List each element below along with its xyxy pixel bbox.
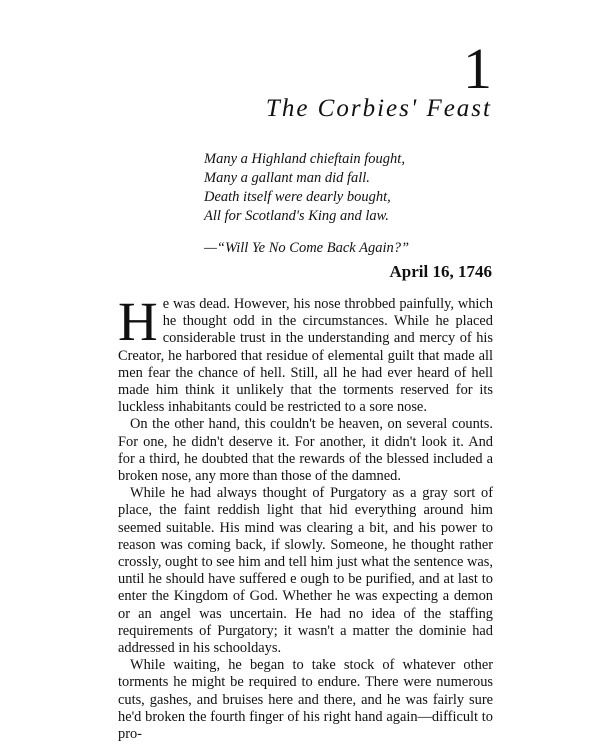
chapter-date: April 16, 1746 [389,262,492,281]
epigraph [204,150,409,258]
paragraph: While he had always thought of Purgatory as a gray sort of place, the faint reddish light that hid everything around him seemed suitable. His mind was clearing a bit, and his power to reason was coming back, if slowly. Someone, he thought rather crossly, ought to see him and tell him just what the sentence was, until he should have suffered e ough to be purified, and at last to enter the Kingdom of God. Whether he was expecting a demon or an angel was uncertain. He had no idea of the staffing requirements of Purgatory; it wasn't a matter the dominie had addressed in his schooldays. [118,485,493,657]
drop-cap: H [118,291,158,352]
paragraph: On the other hand, this couldn't be heaven, on several counts. For one, he didn't deserve it. For another, it didn't look it. And for a third, he doubted that the rewards of the blessed included a broken nose, any more than those of the damned. [118,416,493,485]
paragraph [118,291,493,416]
paragraph-text: e was dead. However, his nose throbbed painfully, which he thought odd in the circumstances. While he placed considerable trust in the understanding and mercy of his Creator, he harbored that residue of elemental guilt that made all men fear the chance of hell. Still, all he had ever heard of hell made him think it unlikely that the torments reserved for its luckless inhabitants could be restricted to a sore nose. [118,296,493,416]
epigraph-line: Death itself were dearly bought, [204,189,391,205]
epigraph-line: All for Scotland's King and law. [204,208,389,224]
chapter-number: 1 [463,36,492,101]
epigraph-line: Many a gallant man did fall. [204,170,370,186]
epigraph-line: Many a Highland chieftain fought, [204,151,405,167]
epigraph-source: —“Will Ye No Come Back Again?” [204,240,410,256]
paragraph: While waiting, he began to take stock of whatever other torments he might be required to endure. There were numerous cuts, gashes, and bruises here and there, and he was fairly sure he'd broken the fourth finger of his right hand again—difficult to pro- [118,657,493,743]
body-text [118,291,493,743]
chapter-title: The Corbies' Feast [265,95,492,122]
